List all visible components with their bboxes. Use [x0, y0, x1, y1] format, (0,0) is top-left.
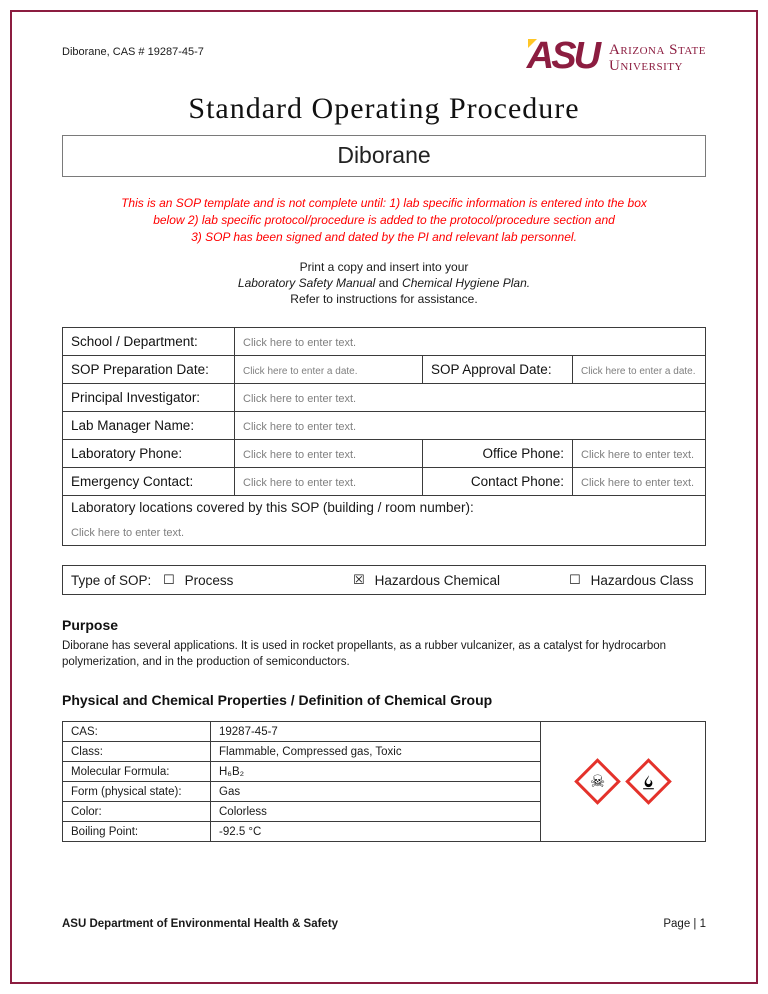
- properties-heading: Physical and Chemical Properties / Definition of Chemical Group: [62, 692, 493, 708]
- document-reference: Diborane, CAS # 19287-45-7: [62, 46, 204, 58]
- property-value: Flammable, Compressed gas, Toxic: [211, 742, 541, 762]
- checkbox-checked-icon[interactable]: ☒: [353, 572, 365, 587]
- property-value: -92.5 °C: [211, 822, 541, 842]
- chemical-name-box: [62, 135, 706, 177]
- lab-manager-field[interactable]: Click here to enter text.: [243, 420, 357, 433]
- disclaimer-line-2: below 2) lab specific protocol/procedure is added to the protocol/procedure section and: [153, 213, 615, 227]
- asu-gold-accent-icon: [528, 39, 537, 48]
- office-phone-label: Office Phone:: [423, 440, 573, 468]
- table-row: [63, 496, 706, 546]
- purpose-text: Diborane has several applications. It is used in rocket propellants, as a rubber vulcanizer, as a catalyst for hydrocarbon polymerization, and in the production of semiconductors.: [62, 640, 667, 668]
- lab-locations-field[interactable]: Click here to enter text.: [71, 527, 185, 539]
- page-title: Standard Operating Procedure: [188, 92, 580, 125]
- document-header: [62, 36, 706, 76]
- property-value: Gas: [211, 782, 541, 802]
- asu-logo-wordmark: [609, 38, 706, 74]
- footer-department: ASU Department of Environmental Health & Safety: [62, 918, 339, 930]
- property-label: Color:: [63, 802, 211, 822]
- sop-preparation-date-field[interactable]: Click here to enter a date.: [243, 365, 358, 377]
- sop-type-option-label: Process: [184, 572, 234, 588]
- property-value: Colorless: [211, 802, 541, 822]
- print-instructions-line-3: Refer to instructions for assistance.: [290, 292, 478, 306]
- asu-logo-line2: University: [609, 58, 683, 74]
- page-footer: [62, 918, 706, 930]
- template-disclaimer: [62, 195, 706, 246]
- property-label: CAS:: [63, 722, 211, 742]
- principal-investigator-label: Principal Investigator:: [63, 384, 235, 412]
- disclaimer-line-1: This is an SOP template and is not complete until: 1) lab specific information is entered into the box: [121, 196, 647, 210]
- office-phone-field[interactable]: Click here to enter text.: [581, 448, 695, 461]
- checkbox-unchecked-icon[interactable]: ☐: [163, 572, 175, 587]
- print-instructions-line-1: Print a copy and insert into your: [299, 260, 469, 274]
- properties-table: [62, 721, 706, 842]
- table-row: [63, 384, 706, 412]
- ghs-pictograms-cell: [541, 722, 706, 842]
- table-row: [63, 440, 706, 468]
- print-instructions-line-2: Laboratory Safety Manual and Chemical Hygiene Plan.: [237, 276, 531, 290]
- sop-type-option-hazardous-class: [569, 572, 693, 588]
- principal-investigator-field[interactable]: Click here to enter text.: [243, 392, 357, 405]
- skull-crossbones-pictogram-icon: ☠: [574, 758, 621, 805]
- asu-logo-letters: ASU: [526, 35, 599, 77]
- table-row: [63, 356, 706, 384]
- contact-phone-label: Contact Phone:: [423, 468, 573, 496]
- disclaimer-line-3: 3) SOP has been signed and dated by the PI and relevant lab personnel.: [191, 230, 577, 244]
- property-value: H₆B₂: [211, 762, 541, 782]
- table-row: [63, 468, 706, 496]
- safety-manual-title: Laboratory Safety Manual: [237, 276, 376, 290]
- print-instructions: [62, 259, 706, 307]
- property-label: Boiling Point:: [63, 822, 211, 842]
- purpose-heading: Purpose: [62, 617, 119, 633]
- sop-type-option-hazardous-chemical: [353, 572, 569, 588]
- sop-type-option-label: Hazardous Chemical: [374, 572, 500, 588]
- sop-preparation-date-label: SOP Preparation Date:: [63, 356, 235, 384]
- lab-locations-label: Laboratory locations covered by this SOP (building / room number):: [71, 500, 474, 515]
- table-row: [63, 722, 706, 742]
- flame-pictogram-icon: [625, 758, 672, 805]
- property-label: Form (physical state):: [63, 782, 211, 802]
- table-row: [63, 412, 706, 440]
- sop-approval-date-label: SOP Approval Date:: [423, 356, 573, 384]
- sop-type-box: [62, 565, 706, 595]
- asu-logo-line1: Arizona State: [609, 42, 706, 58]
- emergency-contact-field[interactable]: Click here to enter text.: [243, 476, 357, 489]
- hygiene-plan-title: Chemical Hygiene Plan.: [402, 276, 531, 290]
- sop-type-option-label: Hazardous Class: [590, 572, 694, 588]
- sop-approval-date-field[interactable]: Click here to enter a date.: [581, 365, 696, 377]
- school-department-label: School / Department:: [63, 328, 235, 356]
- laboratory-phone-label: Laboratory Phone:: [63, 440, 235, 468]
- asu-logo: [527, 36, 706, 76]
- emergency-contact-label: Emergency Contact:: [63, 468, 235, 496]
- property-label: Class:: [63, 742, 211, 762]
- table-row: [63, 328, 706, 356]
- contact-phone-field[interactable]: Click here to enter text.: [581, 476, 695, 489]
- ghs-pictograms: [549, 765, 697, 798]
- checkbox-unchecked-icon[interactable]: ☐: [569, 572, 581, 587]
- school-department-field[interactable]: Click here to enter text.: [243, 336, 357, 349]
- sop-type-label: Type of SOP:: [71, 572, 152, 588]
- laboratory-phone-field[interactable]: Click here to enter text.: [243, 448, 357, 461]
- chemical-name: Diborane: [337, 142, 431, 168]
- footer-page-number: Page | 1: [663, 918, 706, 930]
- sop-type-option-process: [163, 572, 353, 588]
- lab-info-table: [62, 327, 706, 546]
- page-content: [12, 12, 756, 982]
- lab-manager-label: Lab Manager Name:: [63, 412, 235, 440]
- property-label: Molecular Formula:: [63, 762, 211, 782]
- property-value: 19287-45-7: [211, 722, 541, 742]
